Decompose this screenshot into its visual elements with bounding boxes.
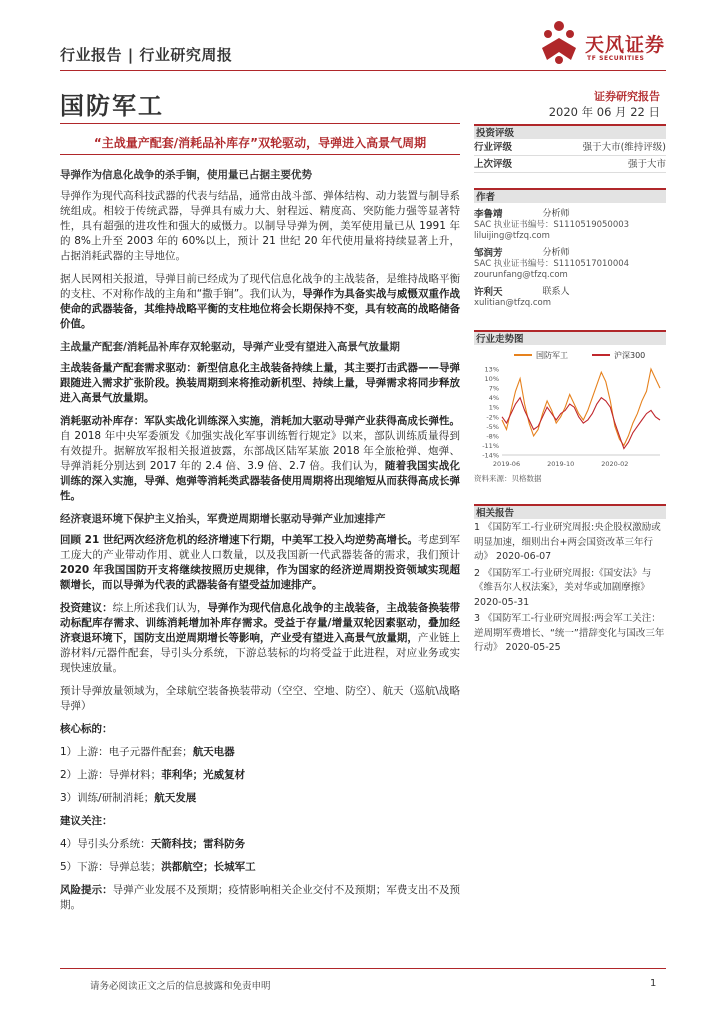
target-item: 2）上游：导弹材料；菲利华；光威复材 [60,769,246,781]
rating-panel [474,124,666,173]
footer-divider [60,968,666,969]
y-tick-label: 1% [488,403,499,412]
rating-heading: 投资评级 [474,124,666,139]
section-heading: 导弹作为信息化战争的杀手锏，使用量已占据主要优势 [60,169,312,181]
paragraph: 主战装备量产配套需求驱动：新型信息化主战装备持续上量，其主要打击武器——导弹跟随进入需求扩张阶段。换装周期到来将推动新机型、持续上量，导弹需求将同步释放进入高景气放量期。 [60,362,461,404]
related-heading: 相关报告 [474,504,666,519]
report-category: 行业报告 | 行业研究周报 [60,46,233,64]
watch-label: 建议关注： [60,815,113,827]
author-email[interactable]: xulitian@tfzq.com [474,298,551,308]
chart-heading: 行业走势图 [474,330,666,345]
title-divider [60,123,460,124]
section-heading: 经济衰退环境下保护主义抬头，军费逆周期增长驱动导弹产业加速排产 [60,513,386,525]
x-tick-label: 2019-10 [547,460,575,468]
series-line-csi300 [502,398,660,449]
paragraph: 预计导弹放量领域为，全球航空装备换装带动（空空、空地、防空）、航天（巡航\战略导弹） [60,685,460,712]
author-entry: 许利天 联系人 xulitian@tfzq.com [474,281,666,309]
x-tick-label: 2019-06 [492,460,521,468]
brand-name-en: TF SECURITIES [587,55,645,62]
author-entry: 邹润芳 分析师 SAC 执业证书编号：S1110517010004 zourunfang@tfzq.com [474,242,666,281]
target-item: 3）训练/研制消耗；航天发展 [60,792,197,804]
related-report[interactable]: 1 《国防军工-行业研究周报:央企股权激励或明显加速，细则出台+两会国资改革三年行动》 2020-06-07 [474,522,661,562]
y-tick-label: 10% [484,375,499,384]
legend-label: 国防军工 [536,351,568,360]
author-email[interactable]: liluijing@tfzq.com [474,231,550,241]
y-tick-label: 7% [488,384,499,393]
industry-trend-chart [474,347,666,469]
target-item: 4）导引头分系统：天箭科技；雷科防务 [60,838,246,850]
chart-source: 资料来源：贝格数据 [474,474,542,483]
core-targets-label: 核心标的： [60,723,113,735]
x-tick-label: 2020-02 [601,460,629,468]
y-tick-label: -8% [486,432,499,441]
section-heading: 主战量产配套/消耗品补库存双轮驱动，导弹产业受有望进入高景气放量期 [60,341,400,353]
legend-label: 沪深300 [614,351,646,360]
y-tick-label: -11% [482,441,499,450]
brand-name: 天风证券 [585,34,666,56]
y-tick-label: -2% [486,413,499,422]
paragraph: 投资建议：综上所述我们认为，导弹作为现代信息化战争的主战装备，主战装备换装带动标配库存需求、训练消耗增加补库存需求。受益于存量/增量双轮因素驱动，叠加经济衰退环境下，国防支出逆周期增长等影响，产业受有望进入高景气放量期，产业链上游材料/元器件配套，导引头分系统，下游总装标的均将受益于此进程，对应业务或实现快速放量。 [60,602,461,674]
subtitle-divider [60,154,460,155]
paragraph: 消耗驱动补库存：军队实战化训练深入实施，消耗加大驱动导弹产业获得高成长弹性。自 2018 年中央军委颁发《加强实战化军事训练暂行规定》以来，部队训练质量得到有效提升。据解放军报相关报道披露，东部战区陆军某旅 2018 年全旅枪弹、炮弹、导弹消耗分别达到 2017 年的 2.4 倍、3.9 倍、2.7 倍。我们认为，随着我国实战化训练的深入实施，导弹、炮弹等消耗类武器装备使用周期将出现缩短从而获得高成长弹性。 [60,415,461,502]
target-item: 1）上游：电子元器件配套；航天电器 [60,746,235,758]
y-tick-label: 4% [488,394,499,403]
page-title: 国防军工 [60,92,164,120]
related-panel [474,504,666,656]
y-tick-label: 13% [484,365,499,374]
tf-logo-icon [536,20,582,66]
header-divider [60,70,666,71]
paragraph: 导弹作为现代高科技武器的代表与结晶，通常由战斗部、弹体结构、动力装置与制导系统组成。相较于传统武器，导弹具有威力大、射程远、精度高、突防能力强等显著特性，具有超强的进攻性和强大的威慑力。以制导导弹为例，美军使用量已从 1991 年的 8%上升至 2003 年的 60%以上，预计 21 世纪 20 年代使用量将持续显著上升，占据消耗武器的主导地位。 [60,190,460,262]
report-subtitle: “主战量产配套/消耗品补库存”双轮驱动，导弹进入高景气周期 [93,136,427,150]
authors-panel [474,188,666,309]
series-line-defense [502,369,660,445]
paragraph: 据人民网相关报道，导弹目前已经成为了现代信息化战争的主战装备，是维持战略平衡的支柱、不对称作战的主角和“撒手锏”。我们认为，导弹作为具备实战与威慑双重作战使命的武器装备，其维持战略平衡的支柱地位将会长期保持不变，具有较高的战略储备价值。 [60,273,460,330]
disclaimer-note: 请务必阅读正文之后的信息披露和免责申明 [90,981,271,992]
related-report[interactable]: 3 《国防军工-行业研究周报:两会军工关注：逆周期军费增长、“统一”措辞变化与国改三年行动》 2020-05-25 [474,613,665,653]
rating-row: 上次评级 强于大市 [474,156,666,173]
page-number: 1 [650,978,657,989]
y-tick-label: -14% [482,451,499,460]
author-entry: 李鲁靖 分析师 SAC 执业证书编号：S1110519050003 liluijing@tfzq.com [474,203,666,242]
y-tick-label: -5% [486,422,499,431]
main-content [60,168,460,921]
report-date: 2020 年 06 月 22 日 [548,105,660,119]
rating-row: 行业评级 强于大市(维持评级) [474,139,666,156]
paragraph: 回顾 21 世纪两次经济危机的经济增速下行期，中美军工投入均逆势高增长。考虑到军工庞大的产业带动作用、就业人口数量，以及我国新一代武器装备的需求，我们预计2020 年我国国防开支将继续按照历史规律，作为国家的经济逆周期投资领域实现超额增长，而以导弹为代表的武器装备有望受益加速排产。 [60,534,461,591]
target-item: 5）下游：导弹总装；洪都航空；长城军工 [60,861,256,873]
report-type: 证券研究报告 [594,90,660,103]
risk-warning: 风险提示：导弹产业发展不及预期；疫情影响相关企业交付不及预期；军费支出不及预期。 [60,884,461,911]
author-email[interactable]: zourunfang@tfzq.com [474,270,568,280]
related-report[interactable]: 2 《国防军工-行业研究周报:《国安法》与《维吾尔人权法案》，美对华或加剧摩擦》 2020-05-31 [474,567,652,608]
chart-panel [474,330,666,484]
authors-heading: 作者 [474,188,666,203]
